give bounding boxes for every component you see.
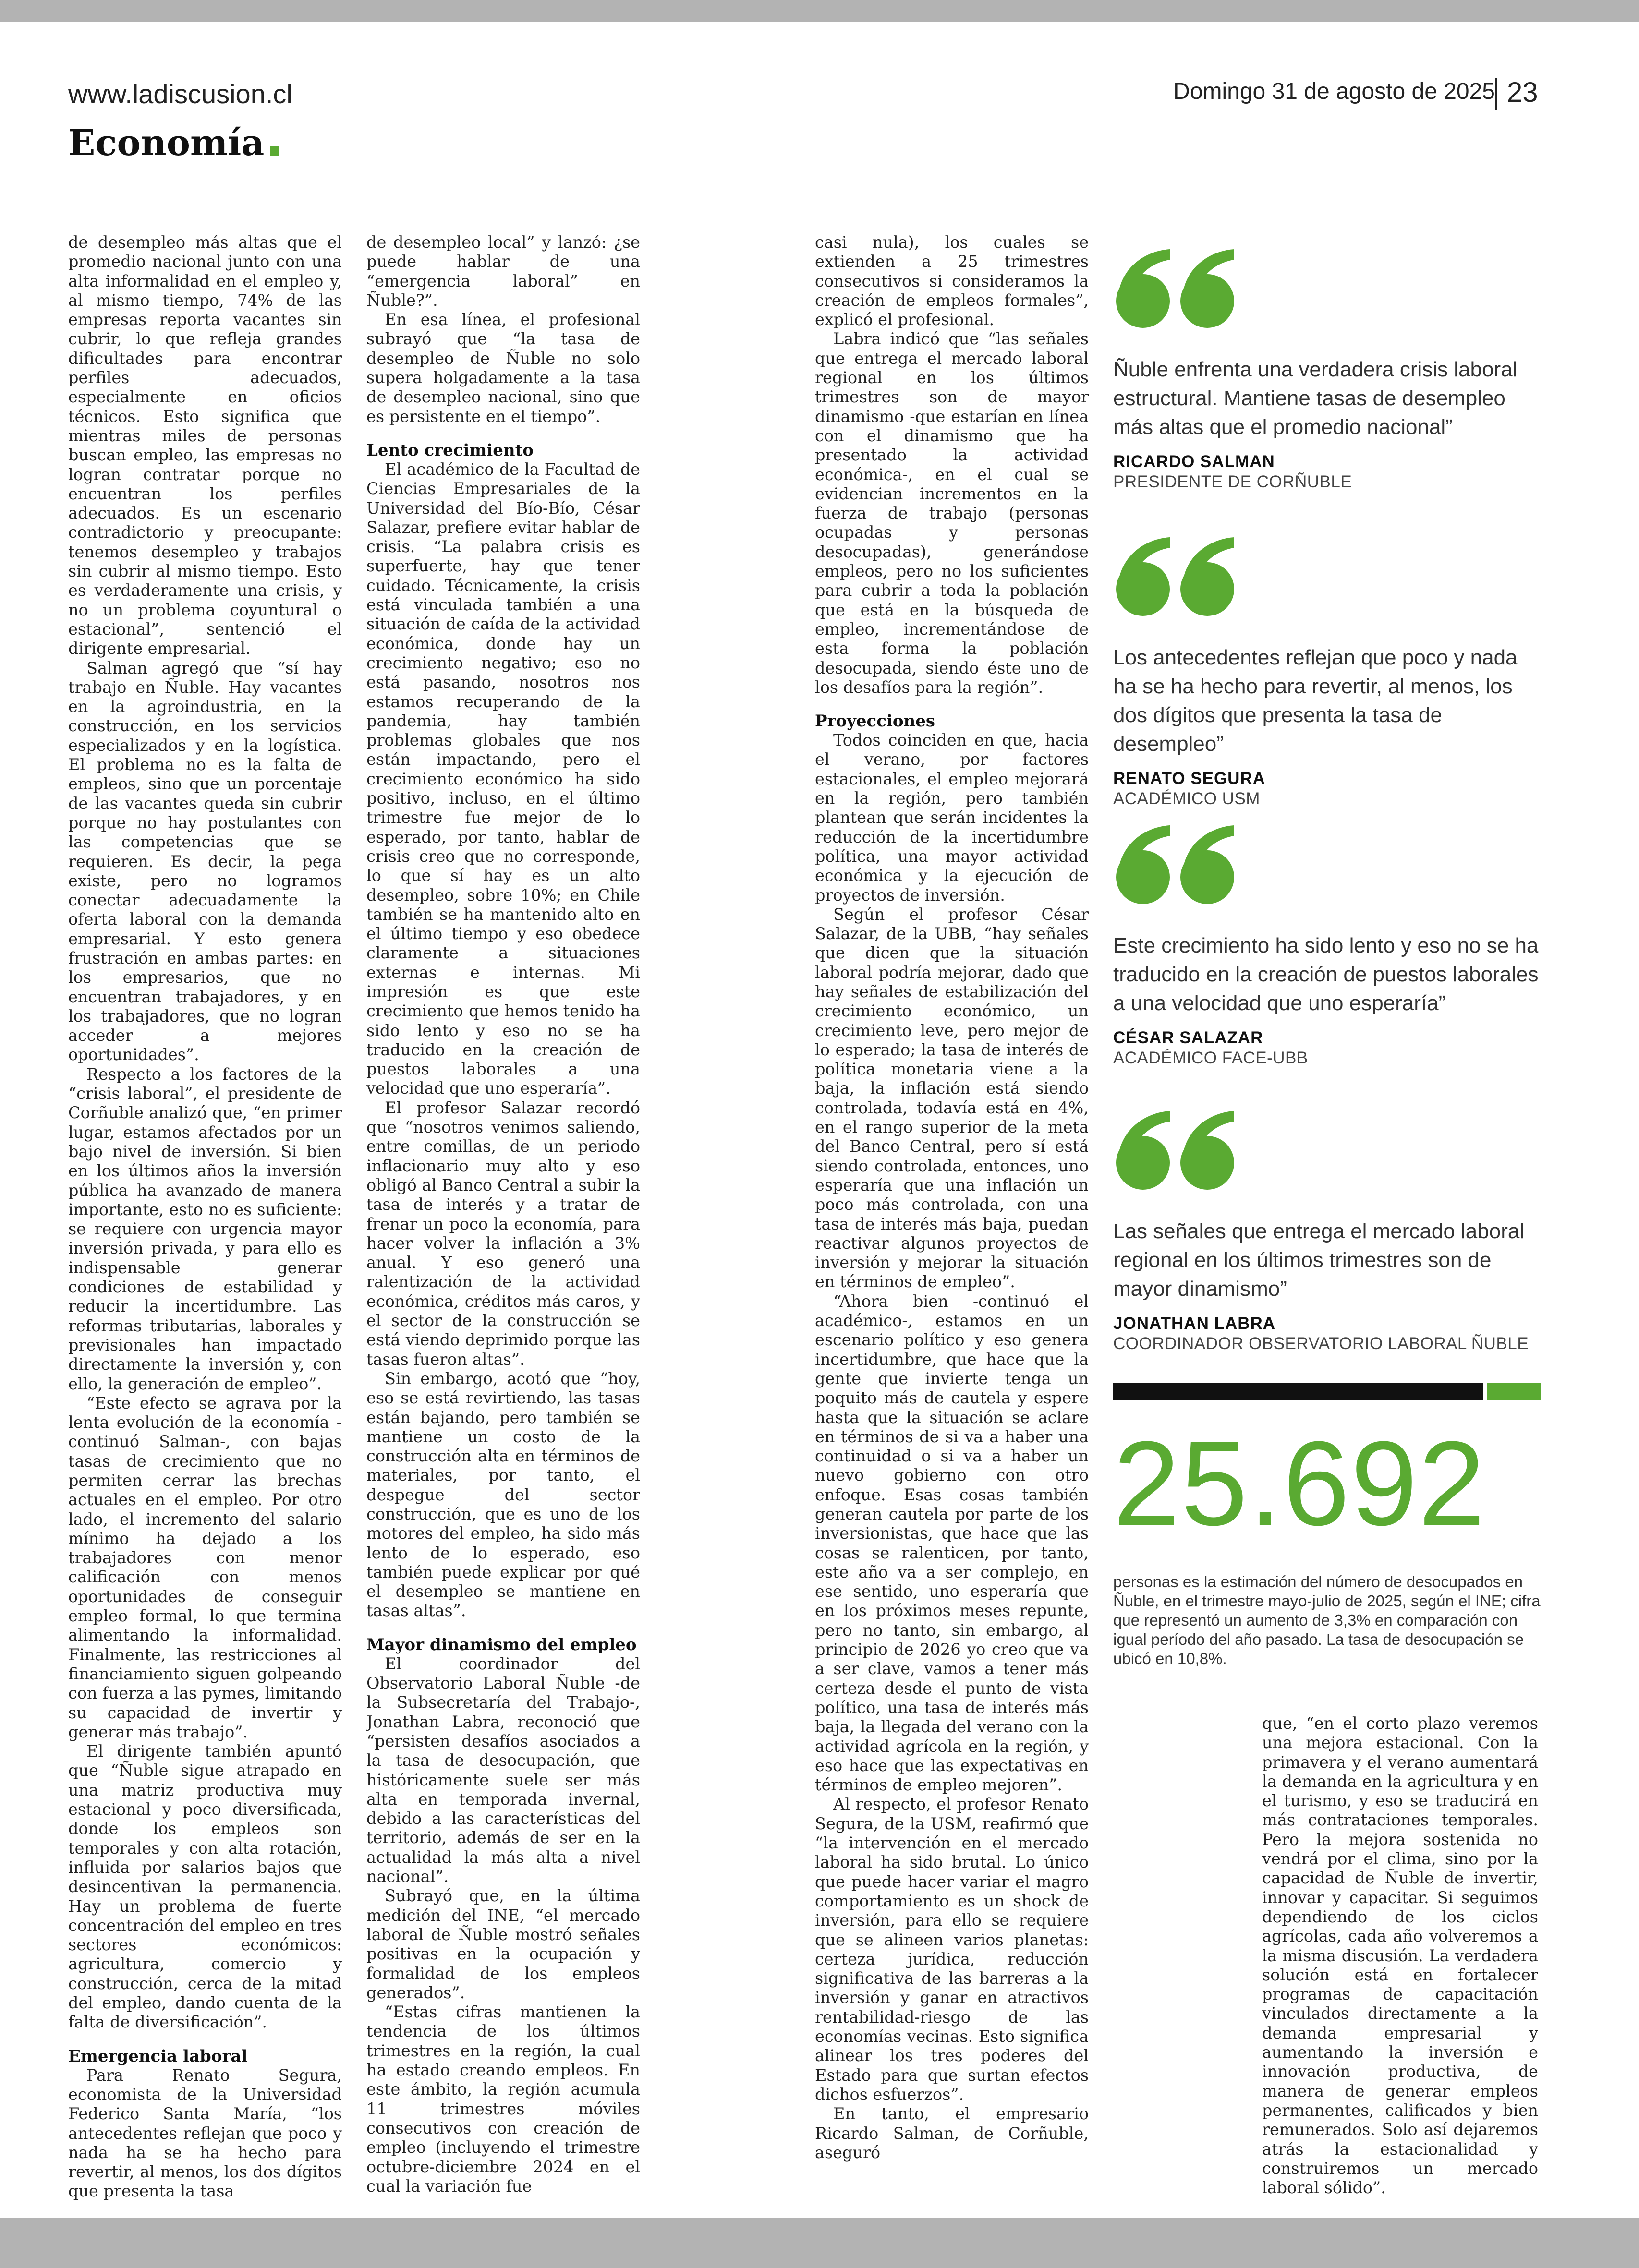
paragraph: En tanto, el empresario Ricardo Salman, de Corñuble, aseguró bbox=[815, 2104, 1089, 2162]
quote-mark-icon bbox=[1113, 823, 1243, 905]
paragraph: “Estas cifras mantienen la tendencia de los últimos trimestres en la región, la cual ha estado creando empleos. En este ámbito, la región acumula 11 trimestres móviles consecutivos con creación de empleo (incluyendo el trimestre octubre-diciembre 2024 en el cual la variación fue bbox=[366, 2003, 640, 2196]
section-title bbox=[68, 122, 279, 164]
paragraph: El académico de la Facultad de Ciencias Empresariales de la Universidad del Bío-Bío, César Salazar, prefiere evitar hablar de crisis. “La palabra crisis es superfuerte, hay que tener cuidado. Técnicamente, la crisis está vinculada también a una situación de caída de la actividad económica, donde hay un crecimiento negativo; eso no está pasando, nosotros nos estamos recuperando de la pandemia, hay también problemas globales que nos están impactando, pero el crecimiento económico ha sido positivo, incluso, en el último trimestre fue mejor de lo esperado, por tanto, hablar de crisis creo que no corresponde, lo que sí hay es un alto desempleo, sobre 10%; en Chile también se ha mantenido alto en el último tiempo y eso obedece claramente a situaciones externas e internas. Mi impresión es que este crecimiento que hemos tenido ha sido lento y eso no se ha traducido en la creación de puestos laborales a una velocidad que uno esperaría”. bbox=[366, 459, 640, 1098]
paragraph: Labra indicó que “las señales que entrega el mercado laboral regional en los últimos trimestres son de mayor dinamismo -que estarían en línea con el dinamismo que ha presentado la actividad económica-, en el cual se evidencian incrementos en la fuerza de trabajo (personas ocupadas y personas desocupadas), generándose empleos, pero no los suficientes para cubrir a toda la población que está en la búsqueda de empleo, incrementándose de esta forma la población desocupada, siendo éste uno de los desafíos para la región”. bbox=[815, 329, 1089, 697]
article-column-4 bbox=[1262, 1714, 1538, 2213]
paragraph: El coordinador del Observatorio Laboral Ñuble -de la Subsecretaría del Trabajo-, Jonathan Labra, reconoció que “persisten desafíos asociados a la tasa de desocupación, que históricamente suele ser más alta en temporada invernal, debido a las características del territorio, además de ser en la actualidad la más alta a nivel nacional”. bbox=[366, 1654, 640, 1886]
stat-bar-green bbox=[1487, 1383, 1541, 1400]
paragraph: El dirigente también apuntó que “Ñuble sigue atrapado en una matriz productiva muy estacional y poco diversificada, donde los empleos son temporales y con alta rotación, influida por salarios bajos que desincentivan la permanencia. Hay un problema de fuerte concentración del empleo en tres sectores económicos: agricultura, comercio y construcción, cerca de la mitad del empleo, dando cuenta de la falta de diversificación”. bbox=[68, 1742, 342, 2032]
paragraph: Sin embargo, acotó que “hoy, eso se está revirtiendo, las tasas están bajando, pero también se mantiene un costo de la construcción alta en términos de materiales, por tanto, el despegue del sector construcción, que es uno de los motores del empleo, ha sido más lento de lo esperado, eso también puede explicar por qué el desempleo se mantiene en tasas altas”. bbox=[366, 1369, 640, 1620]
stat-description: personas es la estimación del número de desocupados en Ñuble, en el trimestre mayo-julio de 2025, según el INE; cifra que representó un aumento de 3,3% en comparación con igual período del año pasado. La tasa de desocupación se ubicó en 10,8%. bbox=[1113, 1573, 1541, 1667]
paragraph: que, “en el corto plazo veremos una mejora estacional. Con la primavera y el verano aumentará la demanda en la agricultura y en el turismo, y eso se traducirá en más contrataciones temporales. Pero la mejora sostenida no vendrá por el clima, sino por la capacidad de Ñuble de invertir, innovar y capacitar. Si seguimos dependiendo de los ciclos agrícolas, cada año volveremos a la misma discusión. La verdadera solución está en fortalecer programas de capacitación vinculados directamente a la demanda empresarial y aumentando la inversión e innovación productiva, de manera de generar empleos permanentes, calificados y bien remunerados. Solo así dejaremos atrás la estacionalidad y construiremos un mercado laboral sólido”. bbox=[1262, 1714, 1538, 2197]
quote-author-role: PRESIDENTE DE CORÑUBLE bbox=[1113, 472, 1352, 491]
subheading: Proyecciones bbox=[815, 712, 935, 731]
quote-author-role: ACADÉMICO FACE-UBB bbox=[1113, 1049, 1308, 1067]
paragraph: Según el profesor César Salazar, de la UBB, “hay señales que dicen que la situación laboral podría mejorar, dado que hay señales de estabilización del crecimiento económico, un crecimiento leve, pero mejor de lo esperado; la tasa de interés de política monetaria viene a la baja, la inflación está siendo controlada, todavía está en 4%, en el rango superior de la meta del Banco Central, pero sí está siendo controlada, entonces, uno esperaría que una inflación un poco más controlada, con una tasa de interés más baja, puedan reactivar algunos proyectos de inversión y mejorar la situación en términos de empleo”. bbox=[815, 905, 1089, 1291]
quote-text: Ñuble enfrenta una verdadera crisis laboral estructural. Mantiene tasas de desempleo más altas que el promedio nacional” bbox=[1113, 358, 1518, 439]
article-column-2 bbox=[366, 233, 640, 2216]
section-label: Economía bbox=[68, 122, 265, 164]
paragraph: “Ahora bien -continuó el académico-, estamos en un escenario político y eso genera incertidumbre, que hace que la gente que invierte tenga un poquito más de cautela y espere hasta que la situación se aclare en términos de si va a haber una continuidad o si va a haber un nuevo gobierno con otro enfoque. Esas cosas también generan cautela por parte de los inversionistas, que hace que las cosas se ralenticen, por tanto, este año va a ser complejo, en ese sentido, uno esperaría que en los próximos meses repunte, pero no tanto, sin embargo, al principio de 2026 yo creo que va a ser clave, vamos a tener más certeza desde el punto de vista político, una tasa de interés más baja, la llegada del verano con la actividad agrícola en la región, y eso hace que las expectativas en términos de empleo mejoren”. bbox=[815, 1291, 1089, 1795]
section-dot bbox=[270, 146, 279, 156]
paragraph: Subrayó que, en la última medición del INE, “el mercado laboral de Ñuble mostró señales positivas en la ocupación y formalidad de los empleos generados”. bbox=[366, 1886, 640, 2002]
paragraph: “Este efecto se agrava por la lenta evolución de la economía -continuó Salman-, con bajas tasas de crecimiento que no permiten cerrar las brechas actuales en el empleo. Por otro lado, el incremento del salario mínimo ha dejado a los trabajadores con menor calificación con menos oportunidades de conseguir empleo formal, lo que termina alimentando la informalidad. Finalmente, las restricciones al financiamiento siguen golpeando con fuerza a las pymes, limitando su capacidad de invertir y generar más trabajo”. bbox=[68, 1393, 342, 1741]
quote-author: JONATHAN LABRA bbox=[1113, 1314, 1276, 1333]
stat-number: 25.692 bbox=[1113, 1416, 1486, 1550]
header-divider bbox=[1495, 78, 1497, 110]
paragraph: Salman agregó que “sí hay trabajo en Ñuble. Hay vacantes en la agroindustria, en la construcción, en los servicios especializados y en la logística. El problema no es la falta de empleos, sino que un porcentaje de las vacantes queda sin cubrir porque no hay postulantes con las competencias que se requieren. Es decir, la pega existe, pero no logramos conectar adecuadamente la oferta laboral con la demanda empresarial. Y esto genera frustración en ambas partes: en los empresarios, que no encuentran trabajadores, y en los trabajadores, que no logran acceder a mejores oportunidades”. bbox=[68, 658, 342, 1064]
stat-bar-black bbox=[1113, 1383, 1483, 1400]
quote-author: CÉSAR SALAZAR bbox=[1113, 1028, 1263, 1047]
paragraph: El profesor Salazar recordó que “nosotros venimos saliendo, entre comillas, de un periodo inflacionario muy alto y eso obligó al Banco Central a subir la tasa de interés y a tratar de frenar un poco la economía, para hacer volver la inflación a 3% anual. Y eso generó una ralentización de la actividad económica, créditos más caros, y el sector de la construcción se está viendo deprimido porque las tasas fueron altas”. bbox=[366, 1098, 640, 1369]
quote-author-role: ACADÉMICO USM bbox=[1113, 789, 1260, 808]
quote-text: Los antecedentes reflejan que poco y nada ha se ha hecho para revertir, al menos, los dos dígitos que presenta la tasa de desempleo” bbox=[1113, 646, 1518, 756]
pull-quote bbox=[1113, 535, 1541, 808]
quote-text: Este crecimiento ha sido lento y eso no se ha traducido en la creación de puestos laborales a una velocidad que uno esperaría” bbox=[1113, 934, 1539, 1015]
paragraph: de desempleo local” y lanzó: ¿se puede hablar de una “emergencia laboral” en Ñuble?”. bbox=[366, 233, 640, 310]
paragraph: Al respecto, el profesor Renato Segura, de la USM, reafirmó que “la intervención en el mercado laboral ha sido brutal. Lo único que puede hacer variar el magro comportamiento es un shock de inversión, para ello se requiere que se alineen varios planetas: certeza jurídica, reducción significativa de las barreras a la inversión y ganar en atractivos rentabilidad-riesgo de las economías vecinas. Esto significa alinear los tres poderes del Estado para que surtan efectos dichos esfuerzos”. bbox=[815, 1795, 1089, 2104]
pull-quote bbox=[1113, 247, 1541, 492]
paragraph: Todos coinciden en que, hacia el verano, por factores estacionales, el empleo mejorará en la región, pero también plantean que serán incidentes la reducción de la incertidumbre política, una mayor actividad económica y la ejecución de proyectos de inversión. bbox=[815, 731, 1089, 905]
stat-divider-bar bbox=[1113, 1383, 1541, 1400]
paragraph: casi nula), los cuales se extienden a 25 trimestres consecutivos si consideramos la creación de empleos formales”, explicó el profesional. bbox=[815, 233, 1089, 329]
quote-author: RICARDO SALMAN bbox=[1113, 452, 1275, 471]
issue-date: Domingo 31 de agosto de 2025 bbox=[1173, 79, 1495, 104]
paragraph: Para Renato Segura, economista de la Universidad Federico Santa María, “los antecedentes reflejan que poco y nada ha se ha hecho para revertir, al menos, los dos dígitos que presenta la tasa bbox=[68, 2065, 342, 2201]
article-column-1 bbox=[68, 233, 342, 2216]
quote-text: Las señales que entrega el mercado laboral regional en los últimos trimestres son de mayor dinamismo” bbox=[1113, 1219, 1525, 1301]
page-number: 23 bbox=[1507, 77, 1538, 108]
newspaper-page bbox=[0, 22, 1639, 2218]
quote-mark-icon bbox=[1113, 247, 1243, 329]
paragraph: En esa línea, el profesional subrayó que “la tasa de desempleo de Ñuble no solo supera holgadamente a la tasa de desempleo nacional, sino que es persistente en el tiempo”. bbox=[366, 310, 640, 426]
paragraph: de desempleo más altas que el promedio nacional junto con una alta informalidad en el empleo y, al mismo tiempo, 74% de las empresas reporta vacantes sin cubrir, lo que refleja grandes dificultades para encontrar perfiles adecuados, especialmente en oficios técnicos. Esto significa que mientras miles de personas buscan empleo, las empresas no logran contratar porque no encuentran los perfiles adecuados. Es un escenario contradictorio y preocupante: tenemos desempleo y trabajos sin cubrir al mismo tiempo. Esto es verdaderamente una crisis, y no un problema coyuntural o estacional”, sentenció el dirigente empresarial. bbox=[68, 233, 342, 658]
subheading: Mayor dinamismo del empleo bbox=[366, 1635, 637, 1654]
site-url: www.ladiscusion.cl bbox=[68, 79, 292, 109]
quote-author-role: COORDINADOR OBSERVATORIO LABORAL ÑUBLE bbox=[1113, 1334, 1529, 1353]
article-column-3 bbox=[815, 233, 1089, 2216]
paragraph: Respecto a los factores de la “crisis laboral”, el presidente de Corñuble analizó que, “en primer lugar, estamos afectados por un bajo nivel de inversión. Si bien en los últimos años la inversión pública ha avanzado de manera importante, esto no es suficiente: se requiere con urgencia mayor inversión privada, y para ello es indispensable generar condiciones de estabilidad y reducir la incertidumbre. Las reformas tributarias, laborales y previsionales han impactado directamente la inversión y, con ello, la generación de empleo”. bbox=[68, 1064, 342, 1393]
quote-mark-icon bbox=[1113, 535, 1243, 617]
subheading: Lento crecimiento bbox=[366, 440, 534, 460]
quote-author: RENATO SEGURA bbox=[1113, 769, 1266, 788]
pull-quote bbox=[1113, 823, 1541, 1068]
quote-mark-icon bbox=[1113, 1109, 1243, 1191]
subheading: Emergencia laboral bbox=[68, 2046, 248, 2066]
pull-quote bbox=[1113, 1109, 1541, 1353]
